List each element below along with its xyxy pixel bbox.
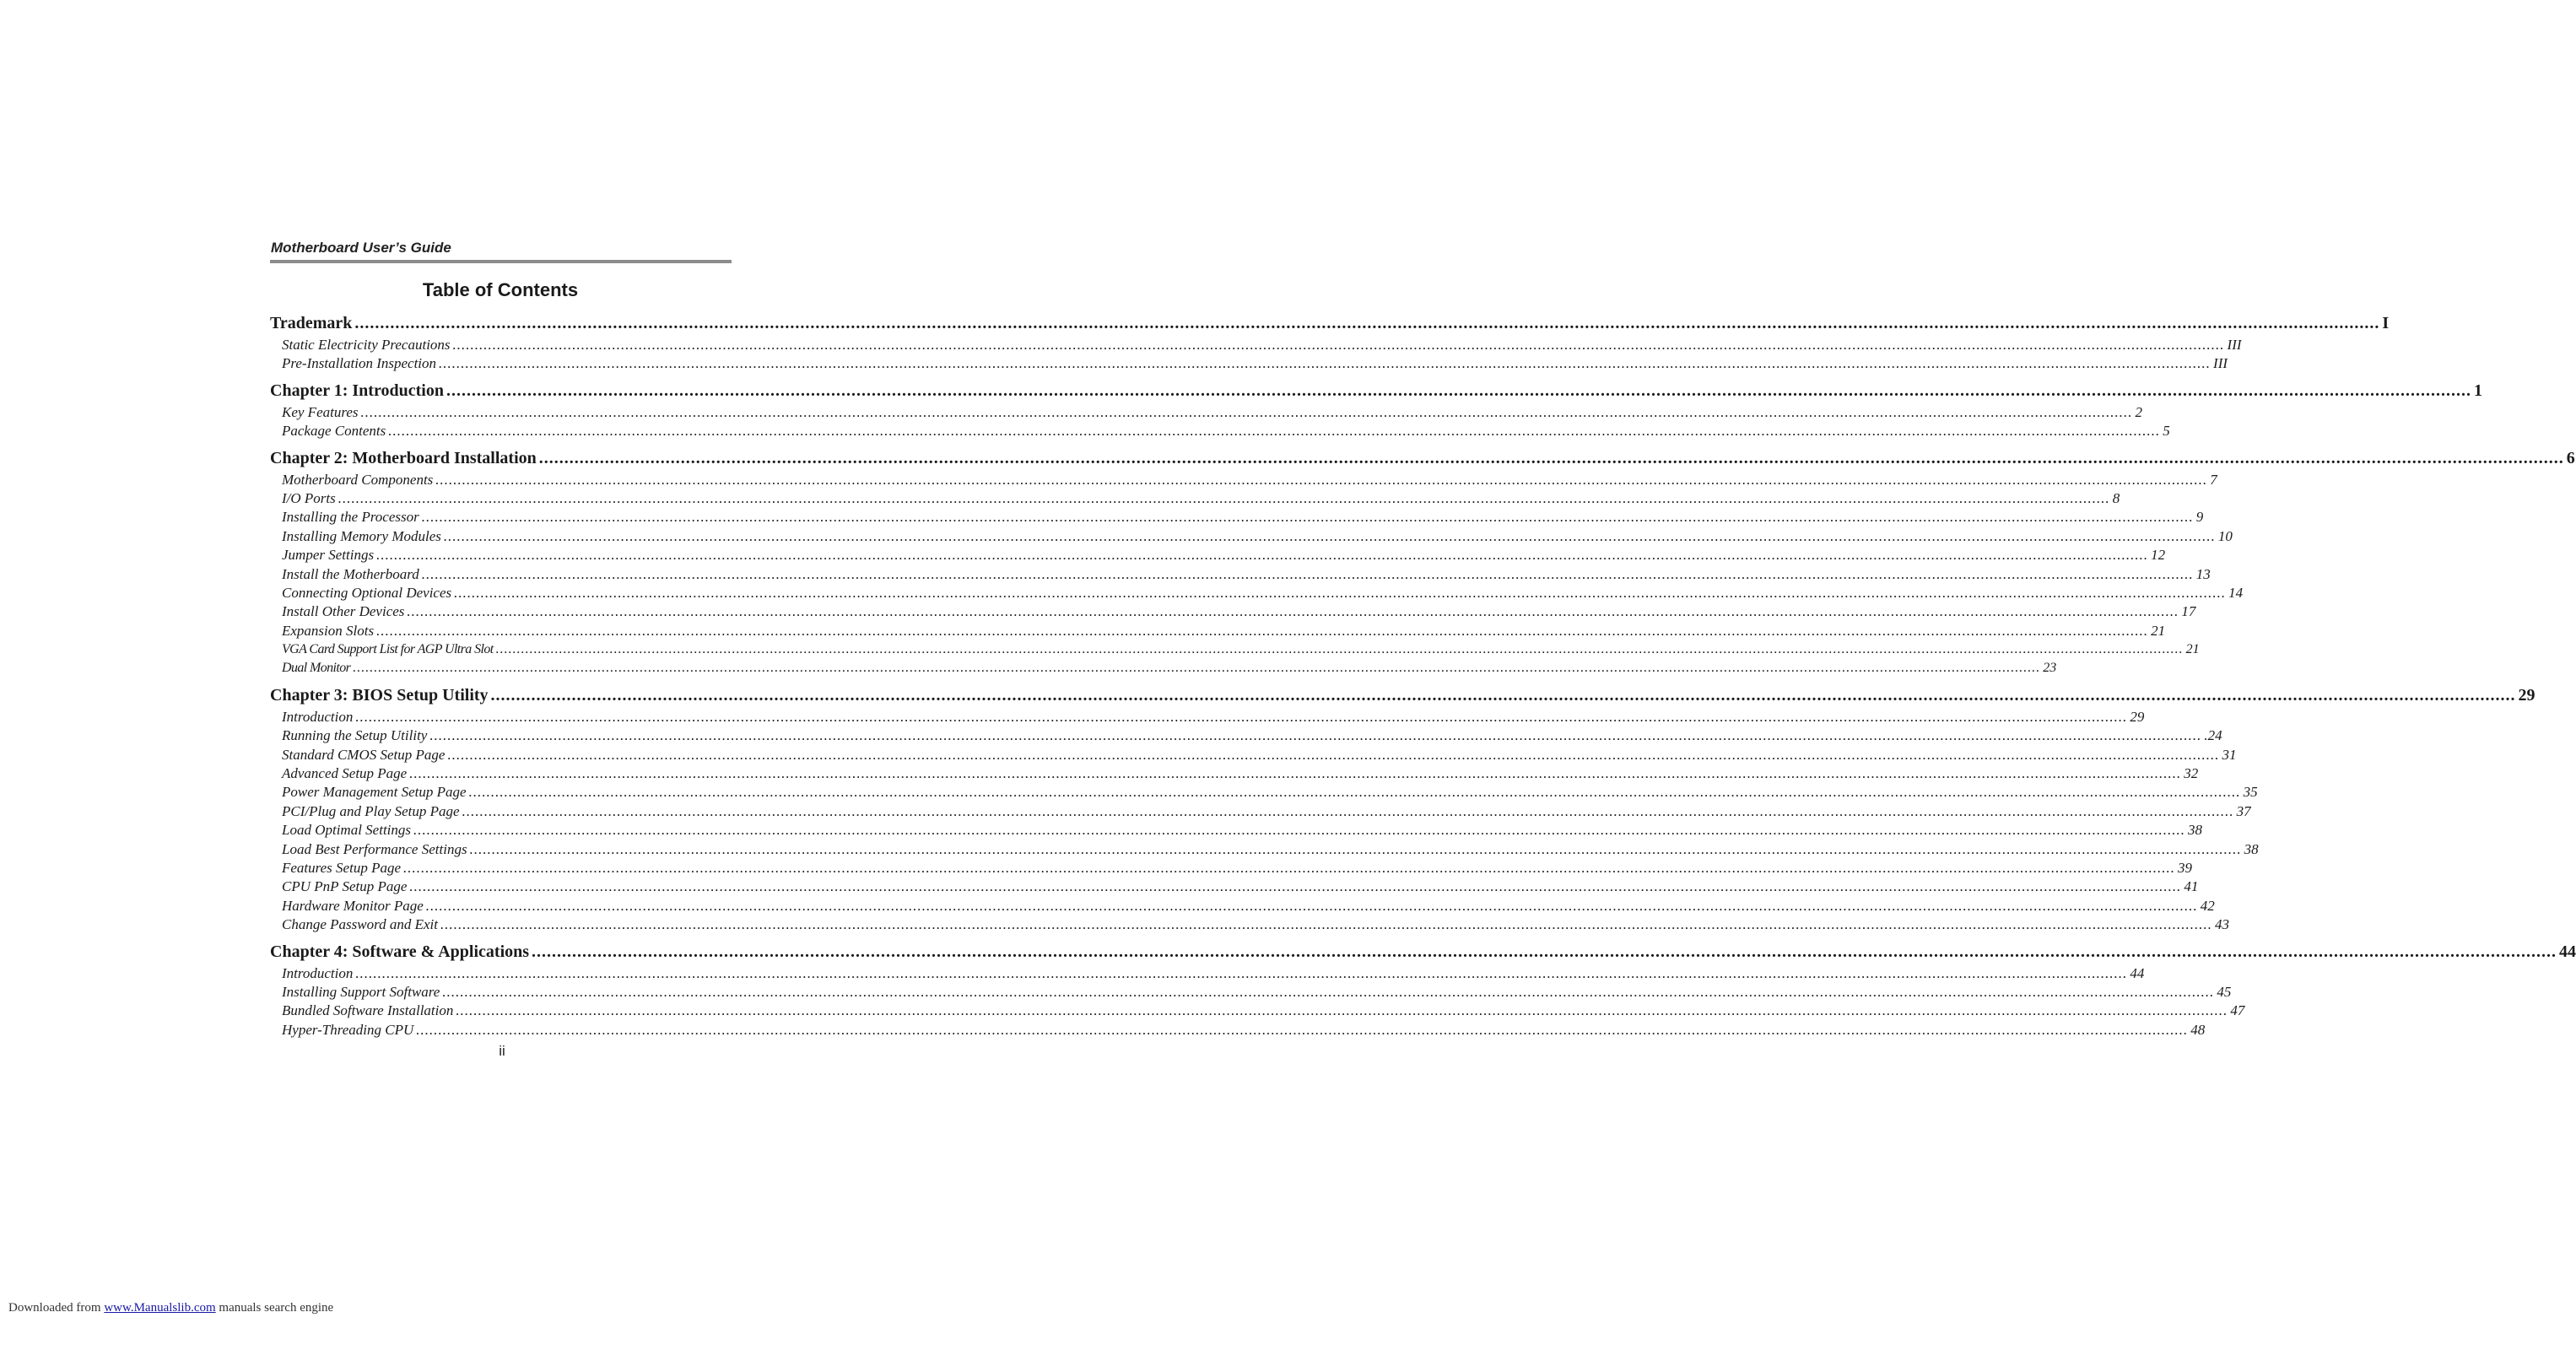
- section-title: Installing the Processor: [282, 509, 419, 526]
- section-title: Installing Memory Modules: [282, 527, 441, 544]
- toc-section-entry[interactable]: [270, 859, 2192, 878]
- toc-chapter-entry[interactable]: [270, 378, 2482, 403]
- section-title: I/O Ports: [282, 489, 336, 506]
- toc-title: Table of Contents: [422, 279, 579, 300]
- toc-section-entry[interactable]: [270, 783, 2258, 802]
- page-ref: I: [2382, 314, 2390, 332]
- dot-leader: ................................................................................................................................................................................................................................................................................................................................................................................................................: [442, 983, 2215, 1000]
- dot-leader: ................................................................................................................................................................................................................................................................................................................................................................................................................: [443, 527, 2216, 544]
- page-ref: 43: [2214, 916, 2229, 933]
- section-title: Static Electricity Precautions: [282, 337, 451, 353]
- section-title: Load Best Performance Settings: [282, 840, 467, 857]
- toc-section-entry[interactable]: [270, 897, 2215, 915]
- section-title: Installing Support Software: [282, 983, 440, 1000]
- dot-leader: ................................................................................................................................................................................................................................................................................................................................................................................................................: [416, 1021, 2189, 1038]
- dot-leader: ................................................................................................................................................................................................................................................................................................................................................................................................................: [425, 897, 2198, 914]
- toc-section-entry[interactable]: [270, 336, 2242, 354]
- toc-section-entry[interactable]: [270, 527, 2233, 546]
- page-ref: 38: [2188, 822, 2203, 839]
- dot-leader: ................................................................................................................................................................................................................................................................................................................................................................................................................: [468, 784, 2241, 801]
- dot-leader: ................................................................................................................................................................................................................................................................................................................................................................................................................: [446, 381, 2471, 400]
- section-title: Install the Motherboard: [282, 565, 419, 582]
- chapter-title: Chapter 4: Software & Applications: [270, 942, 530, 961]
- dot-leader: ................................................................................................................................................................................................................................................................................................................................................................................................................: [447, 746, 2220, 763]
- dot-leader: ................................................................................................................................................................................................................................................................................................................................................................................................................: [353, 661, 2041, 676]
- dot-leader: ................................................................................................................................................................................................................................................................................................................................................................................................................: [452, 337, 2225, 353]
- page-ref: .24: [2204, 727, 2222, 744]
- dot-leader: ................................................................................................................................................................................................................................................................................................................................................................................................................: [429, 727, 2202, 744]
- dot-leader: ................................................................................................................................................................................................................................................................................................................................................................................................................: [462, 802, 2234, 819]
- toc-section-entry[interactable]: [270, 964, 2145, 983]
- page-ref: 1: [2473, 381, 2482, 400]
- dot-leader: ................................................................................................................................................................................................................................................................................................................................................................................................................: [421, 565, 2194, 582]
- toc-section-entry[interactable]: [270, 403, 2142, 422]
- section-title: Running the Setup Utility: [282, 727, 428, 744]
- section-title: Dual Monitor: [282, 661, 351, 676]
- section-title: Standard CMOS Setup Page: [282, 746, 446, 763]
- toc-section-entry[interactable]: [270, 1002, 2245, 1020]
- toc-section-entry[interactable]: [270, 471, 2217, 489]
- dot-leader: ................................................................................................................................................................................................................................................................................................................................................................................................................: [413, 822, 2186, 839]
- page-ref: III: [2213, 355, 2228, 372]
- dot-leader: ................................................................................................................................................................................................................................................................................................................................................................................................................: [532, 942, 2557, 961]
- section-title: Motherboard Components: [282, 471, 434, 488]
- table-of-contents: [270, 310, 2576, 1040]
- dot-leader: ................................................................................................................................................................................................................................................................................................................................................................................................................: [538, 448, 2564, 467]
- toc-section-entry[interactable]: [270, 802, 2251, 821]
- dot-leader: ................................................................................................................................................................................................................................................................................................................................................................................................................: [456, 1002, 2228, 1019]
- dot-leader: ................................................................................................................................................................................................................................................................................................................................................................................................................: [338, 489, 2110, 506]
- toc-section-entry[interactable]: [270, 764, 2199, 783]
- page-ref: 21: [2185, 642, 2200, 657]
- page-ref: 17: [2181, 603, 2196, 620]
- page-ref: 5: [2163, 423, 2170, 440]
- dot-leader: ................................................................................................................................................................................................................................................................................................................................................................................................................: [490, 685, 2516, 705]
- section-title: VGA Card Support List for AGP Ultra Slot: [282, 642, 494, 657]
- page-ref: 37: [2236, 802, 2251, 819]
- page-ref: 39: [2178, 859, 2192, 876]
- toc-chapter-entry[interactable]: [270, 939, 2576, 964]
- dot-leader: ................................................................................................................................................................................................................................................................................................................................................................................................................: [421, 509, 2194, 526]
- dot-leader: ................................................................................................................................................................................................................................................................................................................................................................................................................: [407, 603, 2179, 620]
- toc-section-entry[interactable]: [270, 659, 2057, 678]
- download-footer: [8, 1301, 333, 1315]
- page-ref: 35: [2243, 784, 2258, 801]
- chapter-title: Chapter 1: Introduction: [270, 381, 444, 400]
- toc-section-entry[interactable]: [270, 422, 2170, 440]
- page-ref: 38: [2244, 840, 2259, 857]
- toc-chapter-entry[interactable]: [270, 683, 2535, 708]
- page-ref: 44: [2130, 964, 2145, 981]
- running-header: Motherboard User’s Guide: [271, 240, 451, 256]
- toc-section-entry[interactable]: [270, 708, 2145, 726]
- section-title: Connecting Optional Devices: [282, 584, 452, 601]
- page-ref: 32: [2184, 765, 2199, 782]
- section-title: PCI/Plug and Play Setup Page: [282, 802, 460, 819]
- page-ref: 44: [2559, 942, 2576, 961]
- dot-leader: ................................................................................................................................................................................................................................................................................................................................................................................................................: [409, 765, 2182, 782]
- header-rule: [270, 260, 732, 263]
- dot-leader: ................................................................................................................................................................................................................................................................................................................................................................................................................: [495, 642, 2184, 657]
- dot-leader: ................................................................................................................................................................................................................................................................................................................................................................................................................: [354, 314, 2380, 332]
- dot-leader: ................................................................................................................................................................................................................................................................................................................................................................................................................: [388, 423, 2161, 440]
- section-title: Load Optimal Settings: [282, 822, 412, 839]
- dot-leader: ................................................................................................................................................................................................................................................................................................................................................................................................................: [439, 355, 2211, 372]
- toc-section-entry[interactable]: [270, 584, 2244, 602]
- dot-leader: ................................................................................................................................................................................................................................................................................................................................................................................................................: [376, 547, 2149, 564]
- section-title: CPU PnP Setup Page: [282, 878, 408, 895]
- toc-section-entry[interactable]: [270, 640, 2200, 659]
- section-title: Hyper-Threading CPU: [282, 1021, 414, 1038]
- toc-section-entry[interactable]: [270, 878, 2199, 896]
- section-title: Hardware Monitor Page: [282, 897, 424, 914]
- toc-section-entry[interactable]: [270, 821, 2203, 840]
- manualslib-link[interactable]: www.Manualslib.com: [104, 1301, 216, 1315]
- dot-leader: ................................................................................................................................................................................................................................................................................................................................................................................................................: [409, 878, 2182, 895]
- toc-chapter-entry[interactable]: [270, 310, 2390, 336]
- page-ref: 29: [2518, 685, 2535, 705]
- dot-leader: ................................................................................................................................................................................................................................................................................................................................................................................................................: [355, 964, 2128, 981]
- page-ref: 12: [2151, 547, 2166, 564]
- toc-section-entry[interactable]: [270, 508, 2204, 526]
- page-ref: 13: [2195, 565, 2211, 582]
- dot-leader: ................................................................................................................................................................................................................................................................................................................................................................................................................: [469, 840, 2242, 857]
- page-ref: 8: [2112, 489, 2120, 506]
- dot-leader: ................................................................................................................................................................................................................................................................................................................................................................................................................: [376, 622, 2149, 639]
- toc-chapter-entry[interactable]: [270, 446, 2575, 471]
- section-title: Jumper Settings: [282, 547, 375, 564]
- chapter-title: Chapter 3: BIOS Setup Utility: [270, 685, 489, 705]
- section-title: Package Contents: [282, 423, 386, 440]
- page-ref: 21: [2151, 622, 2166, 639]
- page-ref: 41: [2184, 878, 2199, 895]
- page-ref: 48: [2190, 1021, 2206, 1038]
- dot-leader: ................................................................................................................................................................................................................................................................................................................................................................................................................: [440, 916, 2212, 933]
- dot-leader: ................................................................................................................................................................................................................................................................................................................................................................................................................: [435, 471, 2208, 488]
- footer-suffix: manuals search engine: [219, 1301, 334, 1315]
- chapter-title: Trademark: [270, 314, 353, 332]
- dot-leader: ................................................................................................................................................................................................................................................................................................................................................................................................................: [355, 708, 2128, 725]
- page-ref: 7: [2210, 471, 2217, 488]
- chapter-title: Chapter 2: Motherboard Installation: [270, 448, 537, 467]
- page-ref: 10: [2217, 527, 2233, 544]
- page-ref: 2: [2135, 403, 2142, 420]
- section-title: Key Features: [282, 403, 359, 420]
- toc-section-entry[interactable]: [270, 915, 2229, 934]
- page-ref: 14: [2228, 584, 2244, 601]
- dot-leader: ................................................................................................................................................................................................................................................................................................................................................................................................................: [360, 403, 2133, 420]
- footer-prefix: Downloaded from: [8, 1301, 101, 1315]
- toc-section-entry[interactable]: [270, 602, 2196, 621]
- page-ref: III: [2227, 337, 2242, 353]
- page-number: ii: [499, 1043, 505, 1059]
- toc-section-entry[interactable]: [270, 354, 2228, 373]
- section-title: Install Other Devices: [282, 603, 405, 620]
- toc-section-entry[interactable]: [270, 983, 2232, 1002]
- toc-section-entry[interactable]: [270, 565, 2211, 584]
- page-ref: 47: [2230, 1002, 2245, 1019]
- toc-section-entry[interactable]: [270, 840, 2259, 859]
- section-title: Introduction: [282, 708, 354, 725]
- section-title: Bundled Software Installation: [282, 1002, 454, 1019]
- page-ref: 29: [2130, 708, 2145, 725]
- section-title: Expansion Slots: [282, 622, 375, 639]
- toc-section-entry[interactable]: [270, 622, 2166, 640]
- toc-section-entry[interactable]: [270, 546, 2166, 564]
- page-ref: 23: [2043, 661, 2057, 676]
- section-title: Features Setup Page: [282, 859, 401, 876]
- dot-leader: ................................................................................................................................................................................................................................................................................................................................................................................................................: [403, 859, 2175, 876]
- section-title: Advanced Setup Page: [282, 765, 408, 782]
- section-title: Introduction: [282, 964, 354, 981]
- page-ref: 45: [2217, 983, 2232, 1000]
- section-title: Change Password and Exit: [282, 916, 438, 933]
- toc-section-entry[interactable]: [270, 746, 2237, 764]
- section-title: Power Management Setup Page: [282, 784, 467, 801]
- page-ref: 9: [2195, 509, 2204, 526]
- dot-leader: ................................................................................................................................................................................................................................................................................................................................................................................................................: [454, 584, 2227, 601]
- section-title: Pre-Installation Inspection: [282, 355, 437, 372]
- page-ref: 6: [2566, 448, 2575, 467]
- toc-section-entry[interactable]: [270, 489, 2120, 508]
- toc-section-entry[interactable]: [270, 726, 2222, 745]
- toc-section-entry[interactable]: [270, 1021, 2206, 1040]
- page-ref: 42: [2200, 897, 2215, 914]
- page-ref: 31: [2222, 746, 2237, 763]
